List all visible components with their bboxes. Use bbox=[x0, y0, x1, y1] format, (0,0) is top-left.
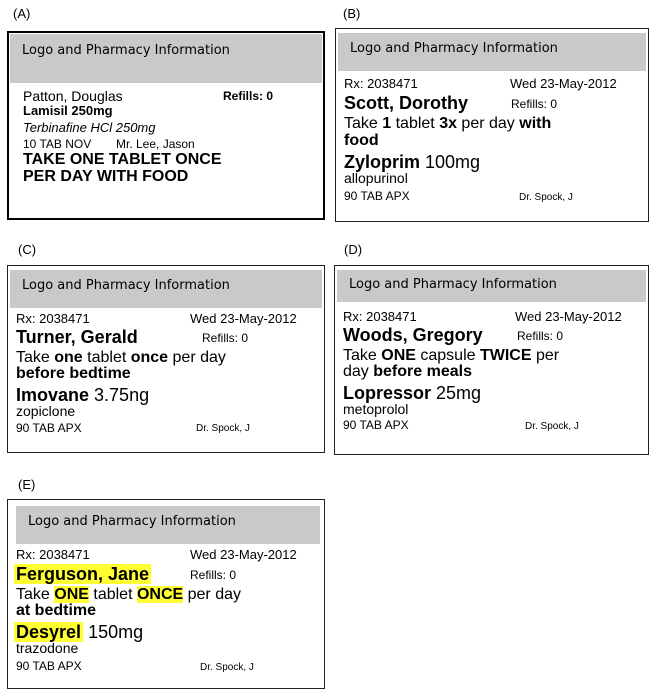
panel-c-label bbox=[7, 265, 325, 453]
panel-c-drug: Imovane 3.75ng bbox=[16, 385, 150, 405]
panel-a-label bbox=[7, 31, 325, 220]
panel-a-generic: Terbinafine HCl 250mg bbox=[23, 120, 156, 135]
panel-b-qty: 90 TAB APX bbox=[344, 189, 410, 203]
panel-b-generic: allopurinol bbox=[344, 170, 408, 186]
panel-a-letter: (A) bbox=[13, 6, 31, 21]
panel-d-instruction-2: day before meals bbox=[343, 363, 472, 380]
panel-b-instruction-1: Take 1 tablet 3x per day with bbox=[344, 115, 552, 132]
panel-e-label bbox=[7, 499, 325, 689]
panel-a-instruction-1: TAKE ONE TABLET ONCE bbox=[23, 151, 222, 168]
panel-d-doctor: Dr. Spock, J bbox=[525, 421, 579, 432]
panel-c-refills: Refills: 0 bbox=[202, 331, 249, 345]
panel-d-rx: Rx: 2038471 bbox=[343, 309, 417, 324]
panel-e-generic: trazodone bbox=[16, 640, 79, 656]
panel-a-drug: Lamisil 250mg bbox=[23, 103, 113, 118]
panel-d-header: Logo and Pharmacy Information bbox=[337, 270, 646, 302]
panel-c-instruction-1: Take one tablet once per day bbox=[16, 349, 226, 366]
panel-b-rx: Rx: 2038471 bbox=[344, 76, 418, 91]
panel-a-instruction-2: PER DAY WITH FOOD bbox=[23, 168, 189, 185]
panel-a-header: Logo and Pharmacy Information bbox=[10, 34, 322, 83]
panel-d-patient: Woods, Gregory bbox=[343, 325, 483, 345]
panel-c-doctor: Dr. Spock, J bbox=[196, 423, 250, 434]
panel-e-instruction-2: at bedtime bbox=[16, 602, 97, 619]
panel-d-letter: (D) bbox=[344, 242, 363, 257]
panel-b-drug: Zyloprim 100mg bbox=[344, 152, 481, 172]
panel-b-instruction-2: food bbox=[344, 132, 379, 149]
panel-e-doctor: Dr. Spock, J bbox=[200, 662, 254, 673]
panel-e-patient: Ferguson, Jane bbox=[16, 564, 150, 584]
panel-d-refills: Refills: 0 bbox=[517, 329, 564, 343]
panel-b-label bbox=[335, 28, 649, 222]
panel-b-patient: Scott, Dorothy bbox=[344, 93, 468, 113]
panel-e-instruction-1: Take ONE tablet ONCE per day bbox=[16, 586, 241, 603]
panel-e-qty: 90 TAB APX bbox=[16, 659, 82, 673]
panel-a-qty: 10 TAB NOV bbox=[23, 137, 92, 151]
panel-e-drug: Desyrel 150mg bbox=[16, 622, 144, 642]
panel-c-header: Logo and Pharmacy Information bbox=[10, 270, 322, 308]
panel-d-instruction-1: Take ONE capsule TWICE per bbox=[343, 347, 560, 364]
panel-b-header: Logo and Pharmacy Information bbox=[338, 33, 646, 71]
panel-a-refills: Refills: 0 bbox=[223, 89, 274, 103]
panel-d-qty: 90 TAB APX bbox=[343, 418, 409, 432]
panel-c-date: Wed 23-May-2012 bbox=[190, 311, 297, 326]
panel-e-date: Wed 23-May-2012 bbox=[190, 547, 297, 562]
panel-e-refills: Refills: 0 bbox=[190, 568, 237, 582]
panel-c-letter: (C) bbox=[18, 242, 37, 257]
panel-c-generic: zopiclone bbox=[16, 403, 76, 419]
panel-a-doctor: Mr. Lee, Jason bbox=[116, 137, 195, 151]
panel-d-label bbox=[334, 265, 649, 455]
panel-b-date: Wed 23-May-2012 bbox=[510, 76, 617, 91]
panel-c-qty: 90 TAB APX bbox=[16, 421, 82, 435]
panel-a-patient: Patton, Douglas bbox=[23, 88, 123, 104]
panel-b-refills: Refills: 0 bbox=[511, 97, 558, 111]
panel-b-letter: (B) bbox=[343, 6, 361, 21]
panel-d-generic: metoprolol bbox=[343, 401, 409, 417]
panel-c-patient: Turner, Gerald bbox=[16, 327, 138, 347]
panel-c-instruction-2: before bedtime bbox=[16, 365, 131, 382]
panel-e-rx: Rx: 2038471 bbox=[16, 547, 90, 562]
panel-c-rx: Rx: 2038471 bbox=[16, 311, 90, 326]
panel-e-header: Logo and Pharmacy Information bbox=[16, 506, 320, 544]
panel-b-doctor: Dr. Spock, J bbox=[519, 192, 573, 203]
panel-d-drug: Lopressor 25mg bbox=[343, 383, 482, 403]
panel-e-letter: (E) bbox=[18, 477, 36, 492]
panel-d-date: Wed 23-May-2012 bbox=[515, 309, 622, 324]
